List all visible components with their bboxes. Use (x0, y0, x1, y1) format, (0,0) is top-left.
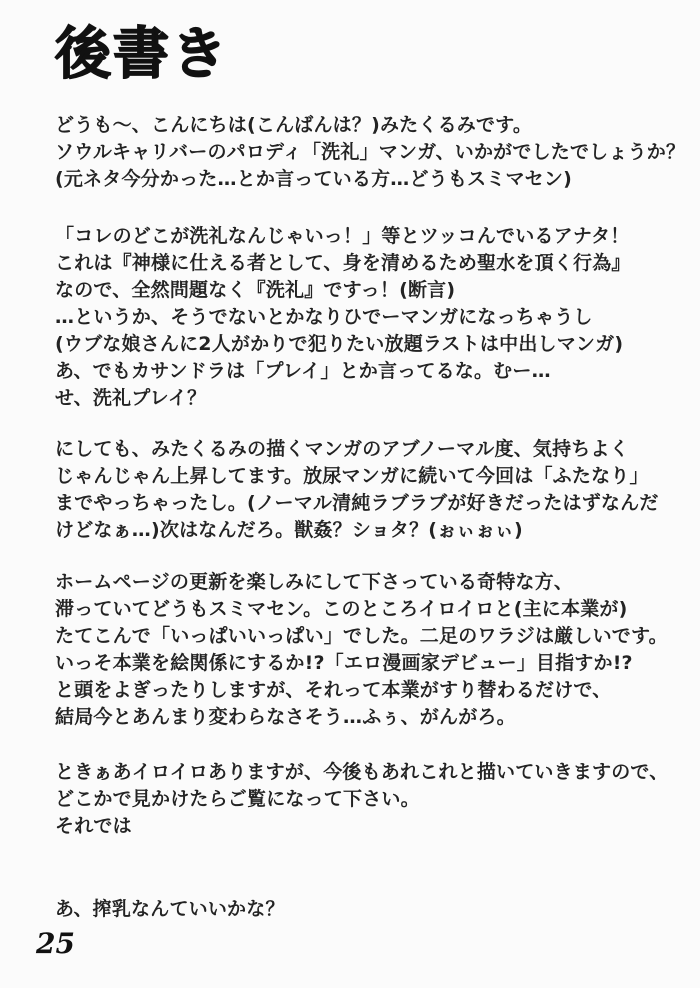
text-line: じゃんじゃん上昇してます。放尿マンガに続いて今回は「ふたなり」 (55, 464, 649, 487)
page-title: 後書き (55, 22, 229, 87)
text-line: これは『神様に仕える者として、身を清めるため聖水を頂く行為』 (55, 251, 631, 274)
text-line: せ、洗礼プレイ？ (55, 386, 207, 409)
paragraph-homepage-apology (55, 569, 670, 731)
text-line: (元ネタ今分かった…とか言っている方…どうもスミマセン) (55, 167, 572, 190)
text-line: と頭をよぎったりしますが、それって本業がすり替わるだけで、 (55, 678, 612, 701)
text-line: なので、全然問題なく『洗礼』ですっ！(断言) (55, 278, 456, 301)
text-line: あ、でもカサンドラは「プレイ」とか言ってるな。むー… (55, 359, 551, 382)
paragraph-baptism-joke (55, 223, 670, 412)
text-line: ソウルキャリバーのパロディ「洗礼」マンガ、いかがでしたでしょうか？ (55, 140, 686, 163)
text-line: それでは (55, 814, 132, 837)
text-line: ときぁあイロイロありますが、今後もあれこれと描いていきますので、 (55, 760, 669, 783)
text-line: までやっちゃったし。(ノーマル清純ラブラブが好きだったはずなんだ (55, 491, 659, 514)
text-line: たてこんで「いっぱいいっぱい」でした。二足のワラジは厳しいです。 (55, 624, 668, 647)
text-line: 結局今とあんまり変わらなさそう…ふぅ、がんがろ。 (55, 705, 516, 728)
text-line: (ウブな娘さんに2人がかりで犯りたい放題ラストは中出しマンガ) (55, 332, 624, 355)
text-line: …というか、そうでないとかなりひでーマンガになっちゃうし (55, 305, 593, 328)
text-line: 「コレのどこが洗礼なんじゃいっ！」等とツッコんでいるアナタ！ (55, 224, 630, 247)
text-line: 滞っていてどうもスミマセン。このところイロイロと(主に本業が) (55, 597, 628, 620)
text-line: あ、搾乳なんていいかな？ (55, 897, 285, 920)
text-line: にしても、みたくるみの描くマンガのアブノーマル度、気持ちよく (55, 437, 629, 460)
paragraph-postscript (55, 896, 670, 923)
paragraph-greeting (55, 112, 686, 193)
text-line: いっそ本業を絵関係にするか!?「エロ漫画家デビュー」目指すか!? (55, 651, 633, 674)
text-line: ホームページの更新を楽しみにして下さっている奇特な方、 (55, 570, 574, 593)
page-number: 25 (36, 926, 75, 960)
text-line: けどなぁ…)次はなんだろ。獣姦？ショタ？(ぉぃぉぃ) (55, 518, 523, 541)
text-line: どこかで見かけたらご覧になって下さい。 (55, 787, 420, 810)
paragraph-abnormal-level (55, 436, 670, 544)
text-line: どうも～、こんにちは(こんばんは？)みたくるみです。 (55, 113, 533, 136)
paragraph-closing (55, 759, 670, 840)
